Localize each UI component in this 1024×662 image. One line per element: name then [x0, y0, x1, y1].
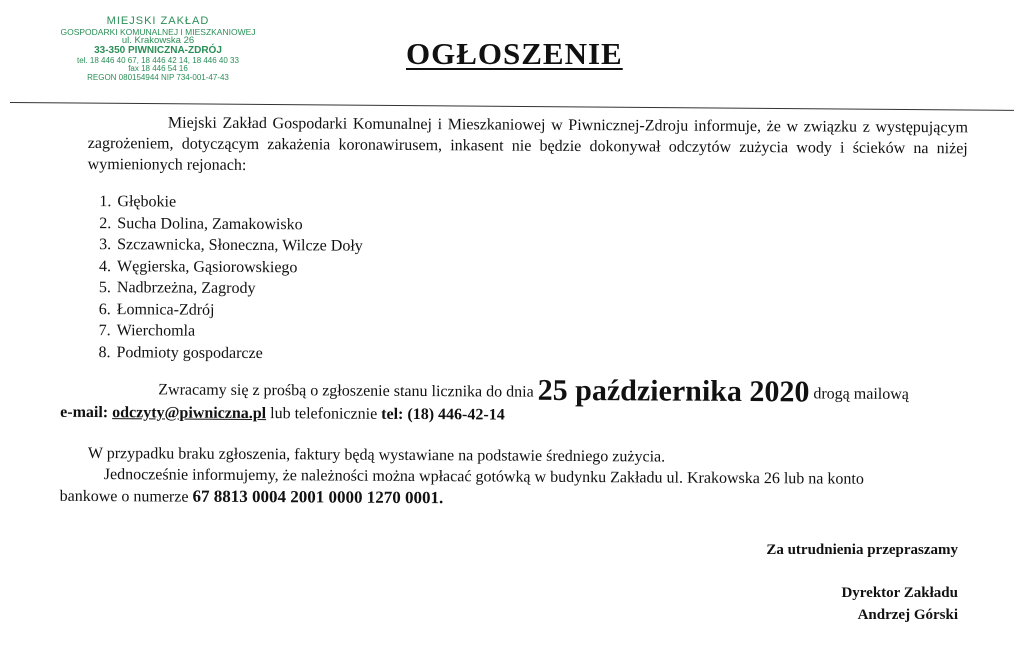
billing-line-3: bankowe o numerze — [59, 487, 193, 506]
request-suffix: drogą mailową — [809, 385, 909, 404]
signature-name: Andrzej Górski — [857, 607, 958, 623]
meter-reading-request — [60, 373, 966, 428]
intro-paragraph: Miejski Zakład Gospodarki Komunalnej i Mieszkaniowej w Piwnicznej-Zdroju informuje, że w związku z występującym zagrożeniem, dotyczącym zakażenia koronawirusem, inkasent nie będzie dokonywał odczytów zużycia wody i ścieków na niżej wymienionych rejonach: — [87, 114, 968, 174]
email-label: e-mail: — [60, 403, 113, 422]
stamp-line-ids: REGON 080154944 NIP 734-001-47-43 — [87, 72, 229, 82]
list-item: 6. Łomnica-Zdrój — [98, 300, 215, 319]
stamp-line-fax: fax 18 446 54 16 — [128, 64, 188, 74]
deadline-date: 25 października 2020 — [537, 373, 810, 409]
list-item: 7. Wierchomla — [98, 322, 196, 340]
stamp-line-phones: tel. 18 446 40 67, 18 446 42 14, 18 446 40 33 — [77, 55, 239, 65]
billing-line-1: W przypadku braku zgłoszenia, faktury będą wystawiane na podstawie średniego zużycia. — [87, 445, 666, 466]
phone-text: lub telefonicznie — [266, 405, 382, 423]
stamp-line-fullname: GOSPODARKI KOMUNALNEJ I MIESZKANIOWEJ — [60, 26, 256, 37]
signature-role: Dyrektor Zakładu — [841, 585, 958, 601]
header-divider — [10, 102, 1014, 111]
email-link[interactable]: odczyty@piwniczna.pl — [112, 404, 267, 423]
stamp-line-name: MIEJSKI ZAKŁAD — [106, 15, 210, 27]
stamp-line-city: 33-350 PIWNICZNA-ZDRÓJ — [94, 45, 222, 57]
stamp-line-street: ul. Krakowska 26 — [121, 35, 195, 47]
company-stamp — [38, 16, 278, 82]
regions-list — [90, 191, 967, 368]
list-item: 5. Nadbrzeżna, Zagrody — [98, 279, 256, 298]
phone-number: tel: (18) 446-42-14 — [381, 405, 505, 424]
list-item: 3. Szczawnicka, Słoneczna, Wilcze Doły — [99, 236, 363, 255]
page-title: OGŁOSZENIE — [406, 36, 623, 71]
billing-info — [59, 443, 966, 512]
signature-block — [841, 582, 958, 626]
apology-text: Za utrudnienia przepraszamy — [766, 542, 958, 558]
request-text: Zwracamy się z prośbą o zgłoszenie stanu licznika do dnia — [158, 381, 538, 401]
announcement-body — [59, 112, 968, 512]
list-item: 4. Węgierska, Gąsiorowskiego — [99, 257, 298, 276]
bank-account-number: 67 8813 0004 2001 0000 1270 0001. — [192, 486, 444, 508]
billing-line-2: Jednocześnie informujemy, że należności można wpłacać gotówką w budynku Zakładu ul. Krakowska 26 lub na konto — [103, 466, 864, 488]
list-item: 2. Sucha Dolina, Zamakowisko — [99, 214, 303, 233]
list-item: 8. Podmioty gospodarcze — [98, 343, 263, 362]
list-item: 1. Głębokie — [99, 193, 177, 211]
